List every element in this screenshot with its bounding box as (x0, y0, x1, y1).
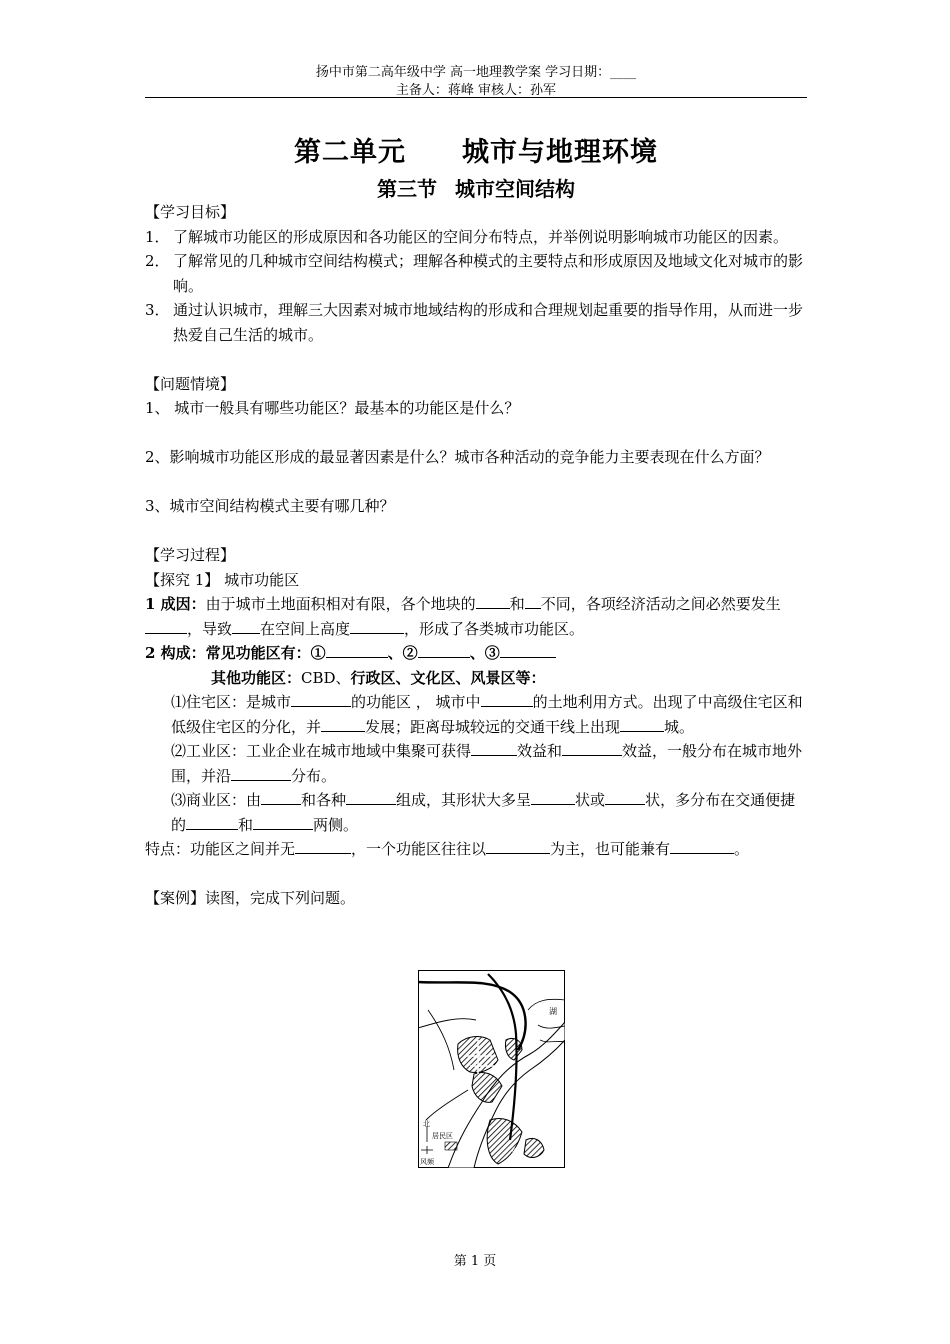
marker-a: A (476, 1049, 481, 1056)
objective-item (145, 298, 807, 347)
residential-text: ⑴住宅区：是城市 (171, 693, 292, 711)
objective-text: 了解城市功能区的形成原因和各功能区的空间分布特点，并举例说明影响城市功能区的因素。 (173, 227, 789, 246)
commercial-text: 和各种 (301, 791, 347, 809)
fill-blank[interactable] (562, 741, 622, 756)
commercial-paragraph (145, 788, 807, 837)
features-text: 特点：功能区之间并无 (145, 840, 296, 858)
features-text: ，一个功能区往往以 (351, 840, 487, 858)
case-line (145, 886, 807, 911)
fill-blank[interactable] (326, 643, 388, 658)
fill-blank[interactable] (346, 790, 396, 805)
fill-blank[interactable] (481, 692, 533, 707)
objective-text: 通过认识城市，理解三大因素对城市地域结构的形成和合理规划起重要的指导作用，从而进一步热爱自己生活的城市。 (173, 301, 804, 344)
fill-blank[interactable] (486, 839, 550, 854)
fill-blank[interactable] (670, 839, 734, 854)
fill-blank[interactable] (321, 717, 365, 732)
fill-blank[interactable] (350, 619, 404, 634)
features-line (145, 837, 807, 862)
features-text: 。 (734, 840, 750, 858)
page-header (145, 64, 807, 100)
legend-residential-swatch (445, 1142, 457, 1150)
cause-paragraph (145, 592, 807, 641)
question-2: 2、影响城市功能区形成的最显著因素是什么？城市各种活动的竞争能力主要表现在什么方面？ (145, 448, 770, 466)
industrial-text: 分布。 (291, 766, 337, 785)
unit-number: 第二单元 (294, 137, 406, 168)
cause-text: ，导致 (187, 619, 233, 638)
objective-text: 了解常见的几种城市空间结构模式；理解各种模式的主要特点和形成原因及地域文化对城市的影响。 (173, 252, 804, 295)
objective-number: 2． (145, 252, 170, 270)
residential-text: 的土地利用方式。出现了中高级住宅区和低级住宅区的分化，并 (171, 693, 803, 736)
page-footer: 第 1 页 (453, 1254, 497, 1269)
questions-heading: 【问题情境】 (145, 374, 236, 393)
fill-blank[interactable] (476, 594, 510, 609)
cause-text: 在空间上高度 (260, 619, 351, 638)
other-zones-text: 行政区、文化区、风景区等： (350, 668, 546, 687)
cause-text: 不同，各项经济活动之间必然要发生 (540, 595, 781, 613)
fill-blank[interactable] (500, 643, 556, 658)
commercial-text: 两侧。 (313, 815, 359, 834)
fill-blank[interactable] (525, 594, 541, 609)
legend-wind-label: 风频 (420, 1158, 434, 1166)
features-text: 为主，也可能兼有 (550, 840, 671, 858)
commercial-text: 状，多分布在交通便捷的 (171, 791, 796, 834)
cause-text: 和 (509, 595, 525, 613)
section-title (145, 173, 807, 202)
cause-label: 1 成因： (145, 595, 206, 613)
other-zones-text: CBD、 (301, 668, 351, 687)
fill-blank[interactable] (231, 766, 291, 781)
fill-blank[interactable] (253, 815, 313, 830)
residential-paragraph (145, 690, 807, 739)
objective-number: 1． (145, 227, 170, 246)
city-map-figure (418, 970, 565, 1168)
industrial-text: 效益，一般分布在城市地外围，并沿 (171, 742, 803, 785)
header-rule (145, 97, 807, 98)
residential-text: 发展；距离母城较远的交通干线上出现 (365, 717, 621, 736)
legend-residential-label: 居民区 (432, 1132, 453, 1140)
other-zones-line (145, 666, 807, 691)
fill-blank[interactable] (471, 741, 517, 756)
section-number: 第三节 (377, 177, 437, 201)
question-3: 3、城市空间结构模式主要有哪几种？ (145, 497, 395, 515)
fill-blank[interactable] (232, 619, 260, 634)
objective-number: 3． (145, 301, 170, 319)
fill-blank[interactable] (291, 692, 351, 707)
fill-blank[interactable] (186, 815, 238, 830)
question-1: 1、 城市一般具有哪些功能区？最基本的功能区是什么？ (145, 399, 520, 417)
explore-heading: 【探究 1】 城市功能区 (145, 570, 300, 589)
commercial-text: 和 (238, 815, 254, 834)
commercial-text: 组成，其形状大多呈 (396, 791, 532, 809)
marker-b: B (512, 1147, 517, 1154)
fill-blank[interactable] (145, 619, 187, 634)
residential-text: 的功能区 ， 城市中 (351, 693, 481, 711)
fill-blank[interactable] (295, 839, 351, 854)
commercial-text: 状或 (575, 791, 606, 809)
objectives-heading: 【学习目标】 (145, 203, 236, 221)
unit-name: 城市与地理环境 (462, 137, 658, 168)
industrial-paragraph (145, 739, 807, 788)
header-line-2: 主备人：蒋峰 审核人：孙军 (395, 83, 557, 98)
industrial-text: ⑵工业区：工业企业在城市地域中集聚可获得 (171, 742, 472, 760)
unit-title (145, 130, 807, 169)
section-name: 城市空间结构 (455, 177, 575, 201)
other-zones-label: 其他功能区： (211, 668, 302, 687)
composition-text: 、② (387, 644, 418, 662)
fill-blank[interactable] (605, 790, 645, 805)
case-text: 读图，完成下列问题。 (205, 889, 356, 907)
fill-blank[interactable] (531, 790, 575, 805)
industrial-text: 效益和 (517, 742, 563, 760)
composition-label: 2 构成：常见功能区有：① (145, 644, 326, 662)
cause-text: 由于城市土地面积相对有限，各个地块的 (205, 595, 476, 613)
composition-text: 、③ (469, 644, 500, 662)
fill-blank[interactable] (261, 790, 301, 805)
cause-text: ，形成了各类城市功能区。 (404, 619, 585, 638)
commercial-text: ⑶商业区：由 (171, 791, 262, 809)
objective-item (145, 249, 807, 298)
residential-text: 城。 (664, 717, 695, 736)
composition-line (145, 641, 807, 666)
header-line-1: 扬中市第二高年级中学 高一地理教学案 学习日期：____ (315, 65, 637, 80)
fill-blank[interactable] (620, 717, 664, 732)
north-label: 北 (423, 1120, 430, 1128)
process-heading: 【学习过程】 (145, 546, 236, 564)
objective-item (145, 225, 807, 250)
lake-label: 湖 (549, 1007, 557, 1016)
document-body (145, 200, 807, 911)
case-label: 【案例】 (145, 889, 206, 907)
fill-blank[interactable] (418, 643, 470, 658)
